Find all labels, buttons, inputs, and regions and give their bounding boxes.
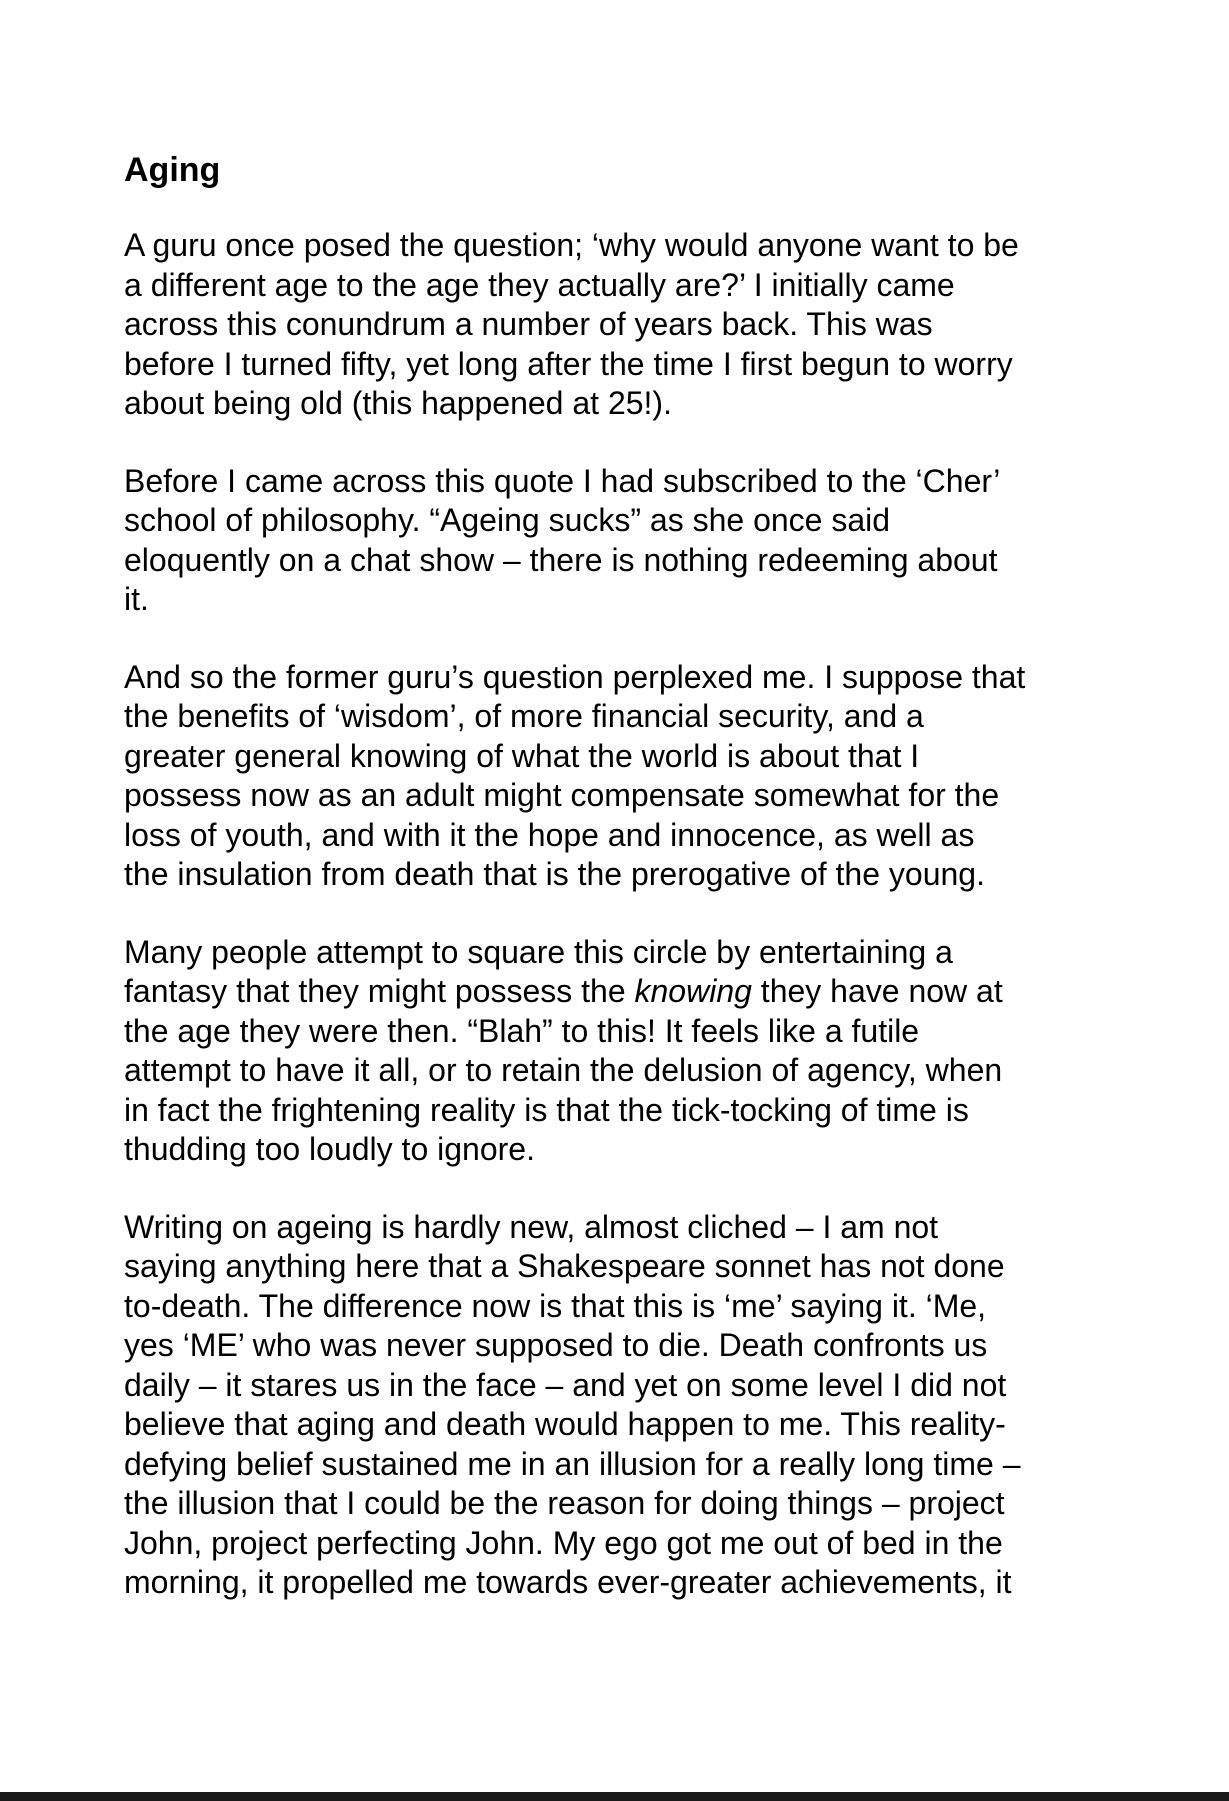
text-line: before I turned fifty, yet long after the time I first begun to worry xyxy=(124,345,1013,382)
text-line: to-death. The difference now is that this is ‘me’ saying it. ‘Me, xyxy=(124,1287,987,1324)
text-line: thudding too loudly to ignore. xyxy=(124,1131,535,1167)
bottom-edge-bar xyxy=(0,1792,1229,1801)
paragraph-2 xyxy=(124,462,1124,620)
text-line: the age they were then. “Blah” to this! It feels like a futile xyxy=(124,1012,920,1049)
text-line: believe that aging and death would happen to me. This reality- xyxy=(124,1406,1006,1442)
text-line: it. xyxy=(124,581,149,617)
text-line: Writing on ageing is hardly new, almost cliched – I am not xyxy=(124,1208,939,1245)
text-line: greater general knowing of what the world is about that I xyxy=(124,737,920,774)
text-line: school of philosophy. “Ageing sucks” as she once said xyxy=(124,502,891,538)
text-line-with-emphasis xyxy=(124,972,1124,1012)
text-line: Before I came across this quote I had subscribed to the ‘Cher’ xyxy=(124,462,1001,499)
text-segment: they have now at xyxy=(751,973,1003,1009)
paragraph-1 xyxy=(124,226,1124,424)
text-line: possess now as an adult might compensate somewhat for the xyxy=(124,777,1000,813)
paragraph-4 xyxy=(124,933,1124,1170)
text-line: A guru once posed the question; ‘why would anyone want to be xyxy=(124,227,1019,263)
paragraph-3 xyxy=(124,658,1124,895)
text-line: in fact the frightening reality is that the tick-tocking of time is xyxy=(124,1091,969,1128)
document-title: Aging xyxy=(124,151,221,189)
text-line: saying anything here that a Shakespeare sonnet has not done xyxy=(124,1248,1005,1284)
text-line: John, project perfecting John. My ego got me out of bed in the xyxy=(124,1524,1003,1561)
text-line: defying belief sustained me in an illusion for a really long time – xyxy=(124,1445,1021,1482)
text-line: a different age to the age they actually are?’ I initially came xyxy=(124,266,955,303)
text-line: eloquently on a chat show – there is nothing redeeming about xyxy=(124,541,998,578)
text-line: attempt to have it all, or to retain the delusion of agency, when xyxy=(124,1052,1003,1088)
paragraph-5 xyxy=(124,1208,1124,1603)
text-line: across this conundrum a number of years back. This was xyxy=(124,306,933,342)
text-line: daily – it stares us in the face – and yet on some level I did not xyxy=(124,1366,1007,1403)
document-body xyxy=(124,148,1124,1641)
text-segment: fantasy that they might possess the xyxy=(124,973,635,1009)
text-line: morning, it propelled me towards ever-greater achievements, it xyxy=(124,1564,1012,1600)
text-line: the illusion that I could be the reason for doing things – project xyxy=(124,1485,1005,1521)
text-line: yes ‘ME’ who was never supposed to die. Death confronts us xyxy=(124,1327,988,1363)
text-line: the insulation from death that is the prerogative of the young. xyxy=(124,856,985,892)
text-line: And so the former guru’s question perplexed me. I suppose that xyxy=(124,658,1026,695)
text-line: the benefits of ‘wisdom’, of more financial security, and a xyxy=(124,698,924,734)
emphasized-word: knowing xyxy=(634,973,752,1009)
text-line: Many people attempt to square this circle by entertaining a xyxy=(124,933,953,970)
text-line: loss of youth, and with it the hope and innocence, as well as xyxy=(124,816,975,853)
text-line: about being old (this happened at 25!). xyxy=(124,385,672,421)
